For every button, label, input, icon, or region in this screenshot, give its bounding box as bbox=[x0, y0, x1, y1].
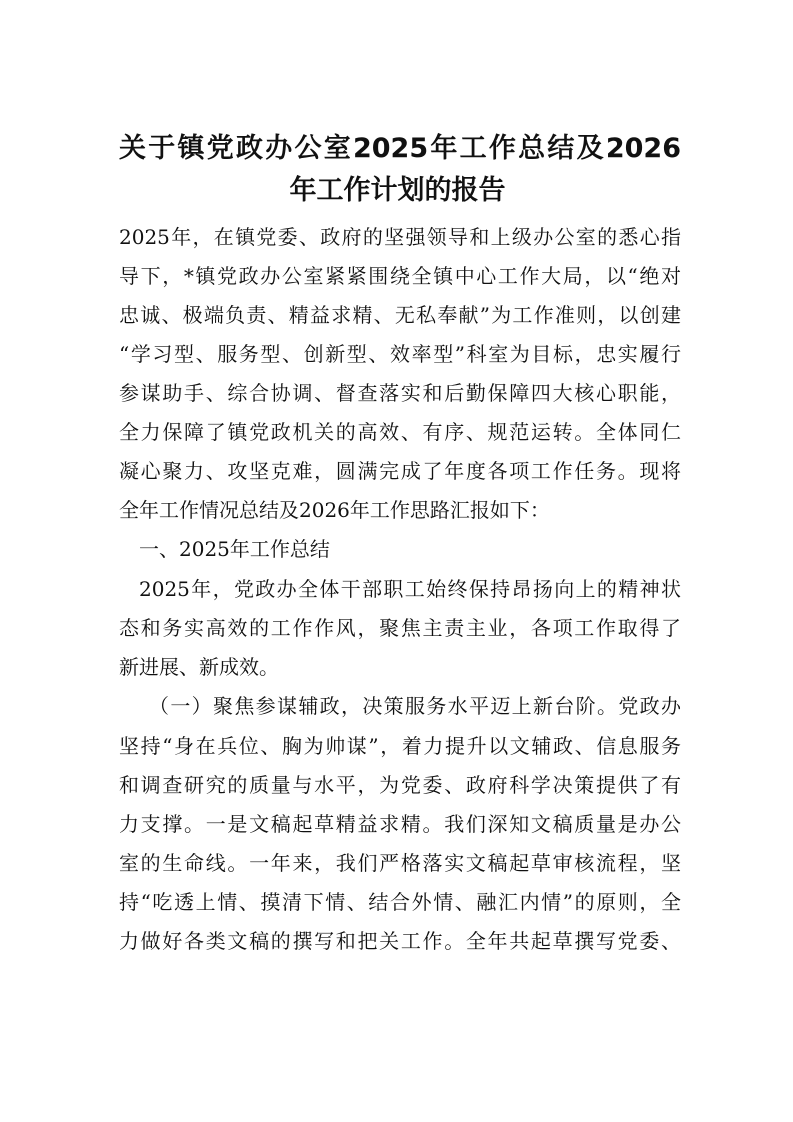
body-text-line: （一）聚焦参谋辅政，决策服务水平迈上新台阶。党政办 bbox=[149, 694, 681, 718]
body-text-line: 2025年，在镇党委、政府的坚强领导和上级办公室的悉心指 bbox=[119, 225, 681, 249]
body-text-line: 参谋助手、综合协调、督查落实和后勤保障四大核心职能， bbox=[119, 381, 681, 405]
body-text-line: 导下，*镇党政办公室紧紧围绕全镇中心工作大局，以“绝对 bbox=[119, 264, 681, 288]
body-text-line: 力支撑。一是文稿起草精益求精。我们深知文稿质量是办公 bbox=[119, 812, 681, 836]
body-text-line: 全年工作情况总结及2026年工作思路汇报如下： bbox=[119, 498, 550, 522]
body-text-line: 凝心聚力、攻坚克难，圆满完成了年度各项工作任务。现将 bbox=[119, 459, 681, 483]
body-text-line: 态和务实高效的工作作风，聚焦主责主业，各项工作取得了 bbox=[119, 616, 681, 640]
body-text-line: 力做好各类文稿的撰写和把关工作。全年共起草撰写党委、 bbox=[119, 929, 681, 953]
body-text-line: 新进展、新成效。 bbox=[119, 655, 279, 679]
body-text-line: 室的生命线。一年来，我们严格落实文稿起草审核流程，坚 bbox=[119, 851, 681, 875]
body-text-line: 持“吃透上情、摸清下情、结合外情、融汇内情”的原则，全 bbox=[119, 890, 681, 914]
body-text-line: 全力保障了镇党政机关的高效、有序、规范运转。全体同仁 bbox=[119, 420, 681, 444]
document-title-line-2: 年工作计划的报告 bbox=[289, 175, 506, 206]
body-text-line: 和调查研究的质量与水平，为党委、政府科学决策提供了有 bbox=[119, 773, 681, 797]
section-heading: 一、2025年工作总结 bbox=[139, 537, 330, 561]
body-text-line: 忠诚、极端负责、精益求精、无私奉献”为工作准则，以创建 bbox=[119, 303, 681, 327]
body-text-line: 坚持“身在兵位、胸为帅谋”，着力提升以文辅政、信息服务 bbox=[119, 734, 681, 758]
body-text-line: 2025年，党政办全体干部职工始终保持昂扬向上的精神状 bbox=[139, 577, 681, 601]
document-title-line-1: 关于镇党政办公室2025年工作总结及2026 bbox=[119, 133, 681, 164]
body-text-line: “学习型、服务型、创新型、效率型”科室为目标，忠实履行 bbox=[119, 342, 681, 366]
